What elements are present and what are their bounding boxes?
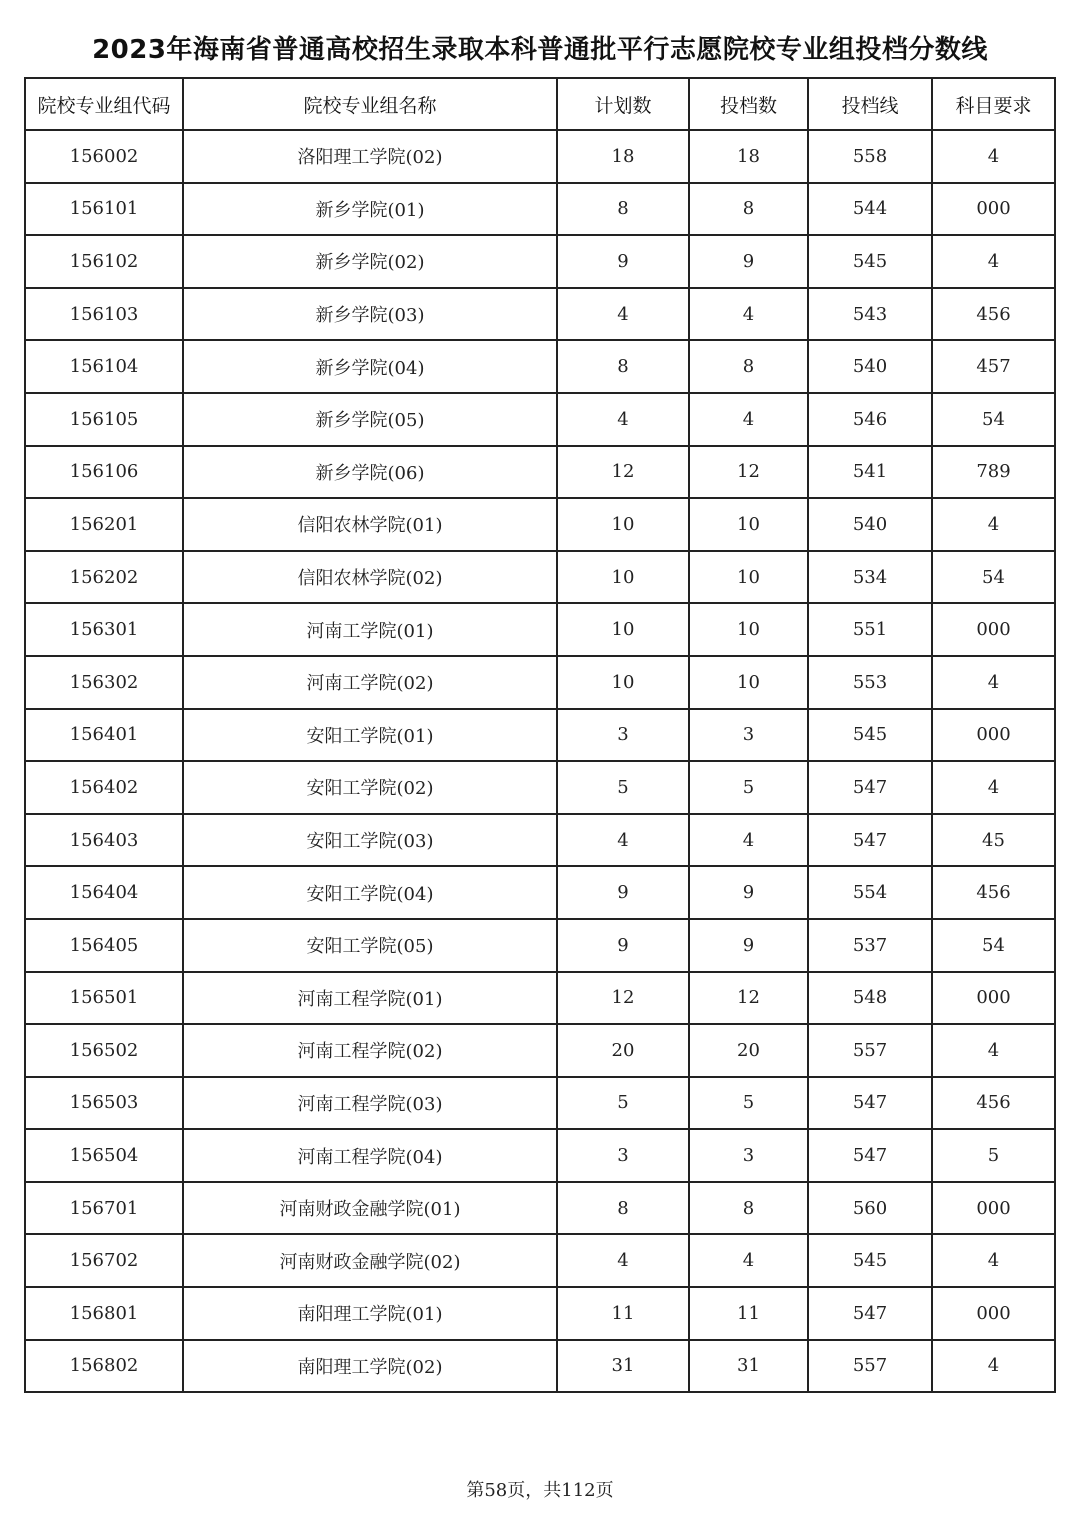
- table-row: [25, 288, 1055, 341]
- table-body: [25, 130, 1055, 1392]
- cell-filed-count: 12: [689, 446, 808, 499]
- cell-subject-requirement: 4: [932, 235, 1055, 288]
- cell-group-name: 河南财政金融学院(02): [183, 1234, 557, 1287]
- cell-group-code: 156403: [25, 814, 183, 867]
- cell-filed-count: 11: [689, 1287, 808, 1340]
- cell-subject-requirement: 456: [932, 1077, 1055, 1130]
- cell-filed-count: 8: [689, 183, 808, 236]
- cell-group-code: 156201: [25, 498, 183, 551]
- cell-plan-count: 18: [557, 130, 689, 183]
- cell-group-code: 156106: [25, 446, 183, 499]
- cell-plan-count: 10: [557, 656, 689, 709]
- cell-group-name: 安阳工学院(04): [183, 866, 557, 919]
- cell-group-name: 安阳工学院(02): [183, 761, 557, 814]
- cell-group-name: 洛阳理工学院(02): [183, 130, 557, 183]
- cell-cutoff-score: 545: [808, 1234, 932, 1287]
- header-group-name: 院校专业组名称: [183, 78, 557, 130]
- cell-cutoff-score: 560: [808, 1182, 932, 1235]
- cell-group-name: 新乡学院(06): [183, 446, 557, 499]
- cell-group-code: 156503: [25, 1077, 183, 1130]
- cell-plan-count: 8: [557, 1182, 689, 1235]
- cell-plan-count: 8: [557, 183, 689, 236]
- cell-filed-count: 9: [689, 919, 808, 972]
- table-row: [25, 656, 1055, 709]
- page-number-footer: 第58页，共112页: [466, 1480, 614, 1501]
- cell-filed-count: 18: [689, 130, 808, 183]
- cell-cutoff-score: 554: [808, 866, 932, 919]
- table-row: [25, 603, 1055, 656]
- cell-cutoff-score: 541: [808, 446, 932, 499]
- cell-subject-requirement: 4: [932, 761, 1055, 814]
- table-row: [25, 1234, 1055, 1287]
- cell-group-name: 安阳工学院(01): [183, 709, 557, 762]
- cell-group-code: 156701: [25, 1182, 183, 1235]
- cell-plan-count: 20: [557, 1024, 689, 1077]
- cell-group-code: 156302: [25, 656, 183, 709]
- cell-plan-count: 12: [557, 972, 689, 1025]
- cell-cutoff-score: 540: [808, 498, 932, 551]
- table-row: [25, 972, 1055, 1025]
- cell-subject-requirement: 4: [932, 1234, 1055, 1287]
- cell-plan-count: 5: [557, 1077, 689, 1130]
- cell-filed-count: 12: [689, 972, 808, 1025]
- cell-filed-count: 8: [689, 1182, 808, 1235]
- cell-filed-count: 9: [689, 866, 808, 919]
- cell-filed-count: 31: [689, 1340, 808, 1393]
- cell-group-code: 156504: [25, 1129, 183, 1182]
- table-row: [25, 498, 1055, 551]
- cell-group-name: 新乡学院(02): [183, 235, 557, 288]
- header-plan-count: 计划数: [557, 78, 689, 130]
- cell-group-name: 安阳工学院(03): [183, 814, 557, 867]
- cell-plan-count: 9: [557, 235, 689, 288]
- table-row: [25, 1340, 1055, 1393]
- cell-plan-count: 3: [557, 709, 689, 762]
- cell-group-name: 新乡学院(05): [183, 393, 557, 446]
- cell-subject-requirement: 5: [932, 1129, 1055, 1182]
- cell-group-name: 信阳农林学院(01): [183, 498, 557, 551]
- cell-filed-count: 8: [689, 340, 808, 393]
- cell-subject-requirement: 456: [932, 866, 1055, 919]
- table-row: [25, 446, 1055, 499]
- cell-group-code: 156702: [25, 1234, 183, 1287]
- cell-filed-count: 4: [689, 814, 808, 867]
- cell-plan-count: 31: [557, 1340, 689, 1393]
- cell-group-name: 河南工程学院(01): [183, 972, 557, 1025]
- cell-group-code: 156202: [25, 551, 183, 604]
- cell-cutoff-score: 547: [808, 1287, 932, 1340]
- cell-group-code: 156404: [25, 866, 183, 919]
- cell-plan-count: 3: [557, 1129, 689, 1182]
- cell-group-code: 156501: [25, 972, 183, 1025]
- cell-group-code: 156405: [25, 919, 183, 972]
- cell-cutoff-score: 547: [808, 761, 932, 814]
- cell-group-name: 南阳理工学院(01): [183, 1287, 557, 1340]
- cell-group-name: 信阳农林学院(02): [183, 551, 557, 604]
- table-row: [25, 866, 1055, 919]
- cell-plan-count: 4: [557, 288, 689, 341]
- header-cutoff-score: 投档线: [808, 78, 932, 130]
- cell-group-name: 河南工学院(02): [183, 656, 557, 709]
- cell-filed-count: 5: [689, 761, 808, 814]
- cell-cutoff-score: 546: [808, 393, 932, 446]
- cell-subject-requirement: 457: [932, 340, 1055, 393]
- admission-score-table: [24, 77, 1056, 1393]
- cell-subject-requirement: 000: [932, 183, 1055, 236]
- cell-group-code: 156402: [25, 761, 183, 814]
- cell-subject-requirement: 4: [932, 1340, 1055, 1393]
- cell-group-code: 156105: [25, 393, 183, 446]
- cell-group-code: 156401: [25, 709, 183, 762]
- table-row: [25, 340, 1055, 393]
- cell-plan-count: 9: [557, 919, 689, 972]
- cell-group-name: 安阳工学院(05): [183, 919, 557, 972]
- cell-cutoff-score: 544: [808, 183, 932, 236]
- table-row: [25, 919, 1055, 972]
- table-row: [25, 1129, 1055, 1182]
- table-row: [25, 1024, 1055, 1077]
- table-row: [25, 814, 1055, 867]
- cell-plan-count: 8: [557, 340, 689, 393]
- cell-subject-requirement: 000: [932, 709, 1055, 762]
- cell-group-name: 南阳理工学院(02): [183, 1340, 557, 1393]
- cell-filed-count: 4: [689, 1234, 808, 1287]
- cell-plan-count: 4: [557, 1234, 689, 1287]
- cell-group-name: 新乡学院(03): [183, 288, 557, 341]
- cell-plan-count: 10: [557, 498, 689, 551]
- header-group-code: 院校专业组代码: [25, 78, 183, 130]
- cell-cutoff-score: 540: [808, 340, 932, 393]
- cell-filed-count: 20: [689, 1024, 808, 1077]
- cell-subject-requirement: 000: [932, 1182, 1055, 1235]
- cell-group-code: 156502: [25, 1024, 183, 1077]
- table-row: [25, 130, 1055, 183]
- table-row: [25, 761, 1055, 814]
- cell-group-code: 156103: [25, 288, 183, 341]
- cell-cutoff-score: 557: [808, 1340, 932, 1393]
- cell-subject-requirement: 54: [932, 393, 1055, 446]
- cell-subject-requirement: 54: [932, 551, 1055, 604]
- cell-filed-count: 4: [689, 288, 808, 341]
- cell-group-name: 河南工学院(01): [183, 603, 557, 656]
- cell-plan-count: 10: [557, 603, 689, 656]
- cell-group-code: 156801: [25, 1287, 183, 1340]
- cell-cutoff-score: 547: [808, 1129, 932, 1182]
- document-title: 2023年海南省普通高校招生录取本科普通批平行志愿院校专业组投档分数线: [92, 35, 988, 65]
- cell-filed-count: 5: [689, 1077, 808, 1130]
- cell-plan-count: 4: [557, 393, 689, 446]
- table-row: [25, 1287, 1055, 1340]
- cell-group-code: 156802: [25, 1340, 183, 1393]
- cell-filed-count: 10: [689, 551, 808, 604]
- cell-cutoff-score: 545: [808, 709, 932, 762]
- cell-group-code: 156104: [25, 340, 183, 393]
- cell-subject-requirement: 000: [932, 972, 1055, 1025]
- header-subject-requirement: 科目要求: [932, 78, 1055, 130]
- cell-subject-requirement: 54: [932, 919, 1055, 972]
- cell-plan-count: 9: [557, 866, 689, 919]
- cell-filed-count: 3: [689, 1129, 808, 1182]
- cell-filed-count: 4: [689, 393, 808, 446]
- cell-group-name: 新乡学院(01): [183, 183, 557, 236]
- cell-subject-requirement: 456: [932, 288, 1055, 341]
- cell-plan-count: 10: [557, 551, 689, 604]
- cell-group-name: 河南工程学院(04): [183, 1129, 557, 1182]
- cell-group-name: 新乡学院(04): [183, 340, 557, 393]
- cell-subject-requirement: 4: [932, 498, 1055, 551]
- cell-cutoff-score: 548: [808, 972, 932, 1025]
- table-row: [25, 709, 1055, 762]
- cell-cutoff-score: 537: [808, 919, 932, 972]
- table-row: [25, 551, 1055, 604]
- cell-cutoff-score: 547: [808, 814, 932, 867]
- cell-cutoff-score: 534: [808, 551, 932, 604]
- cell-subject-requirement: 000: [932, 603, 1055, 656]
- table-row: [25, 235, 1055, 288]
- table-row: [25, 183, 1055, 236]
- cell-subject-requirement: 4: [932, 656, 1055, 709]
- cell-subject-requirement: 789: [932, 446, 1055, 499]
- table-row: [25, 1077, 1055, 1130]
- cell-group-name: 河南财政金融学院(01): [183, 1182, 557, 1235]
- cell-subject-requirement: 000: [932, 1287, 1055, 1340]
- cell-cutoff-score: 558: [808, 130, 932, 183]
- cell-subject-requirement: 4: [932, 130, 1055, 183]
- cell-cutoff-score: 557: [808, 1024, 932, 1077]
- cell-group-code: 156002: [25, 130, 183, 183]
- cell-cutoff-score: 543: [808, 288, 932, 341]
- cell-plan-count: 5: [557, 761, 689, 814]
- cell-cutoff-score: 551: [808, 603, 932, 656]
- cell-subject-requirement: 45: [932, 814, 1055, 867]
- table-row: [25, 1182, 1055, 1235]
- cell-plan-count: 4: [557, 814, 689, 867]
- cell-filed-count: 10: [689, 498, 808, 551]
- cell-cutoff-score: 545: [808, 235, 932, 288]
- table-header-row: [25, 78, 1055, 130]
- cell-filed-count: 10: [689, 656, 808, 709]
- table-row: [25, 393, 1055, 446]
- cell-cutoff-score: 547: [808, 1077, 932, 1130]
- cell-filed-count: 10: [689, 603, 808, 656]
- cell-group-name: 河南工程学院(02): [183, 1024, 557, 1077]
- cell-group-code: 156301: [25, 603, 183, 656]
- cell-group-name: 河南工程学院(03): [183, 1077, 557, 1130]
- cell-filed-count: 3: [689, 709, 808, 762]
- header-filed-count: 投档数: [689, 78, 808, 130]
- cell-cutoff-score: 553: [808, 656, 932, 709]
- cell-subject-requirement: 4: [932, 1024, 1055, 1077]
- cell-filed-count: 9: [689, 235, 808, 288]
- cell-group-code: 156102: [25, 235, 183, 288]
- cell-plan-count: 11: [557, 1287, 689, 1340]
- cell-group-code: 156101: [25, 183, 183, 236]
- cell-plan-count: 12: [557, 446, 689, 499]
